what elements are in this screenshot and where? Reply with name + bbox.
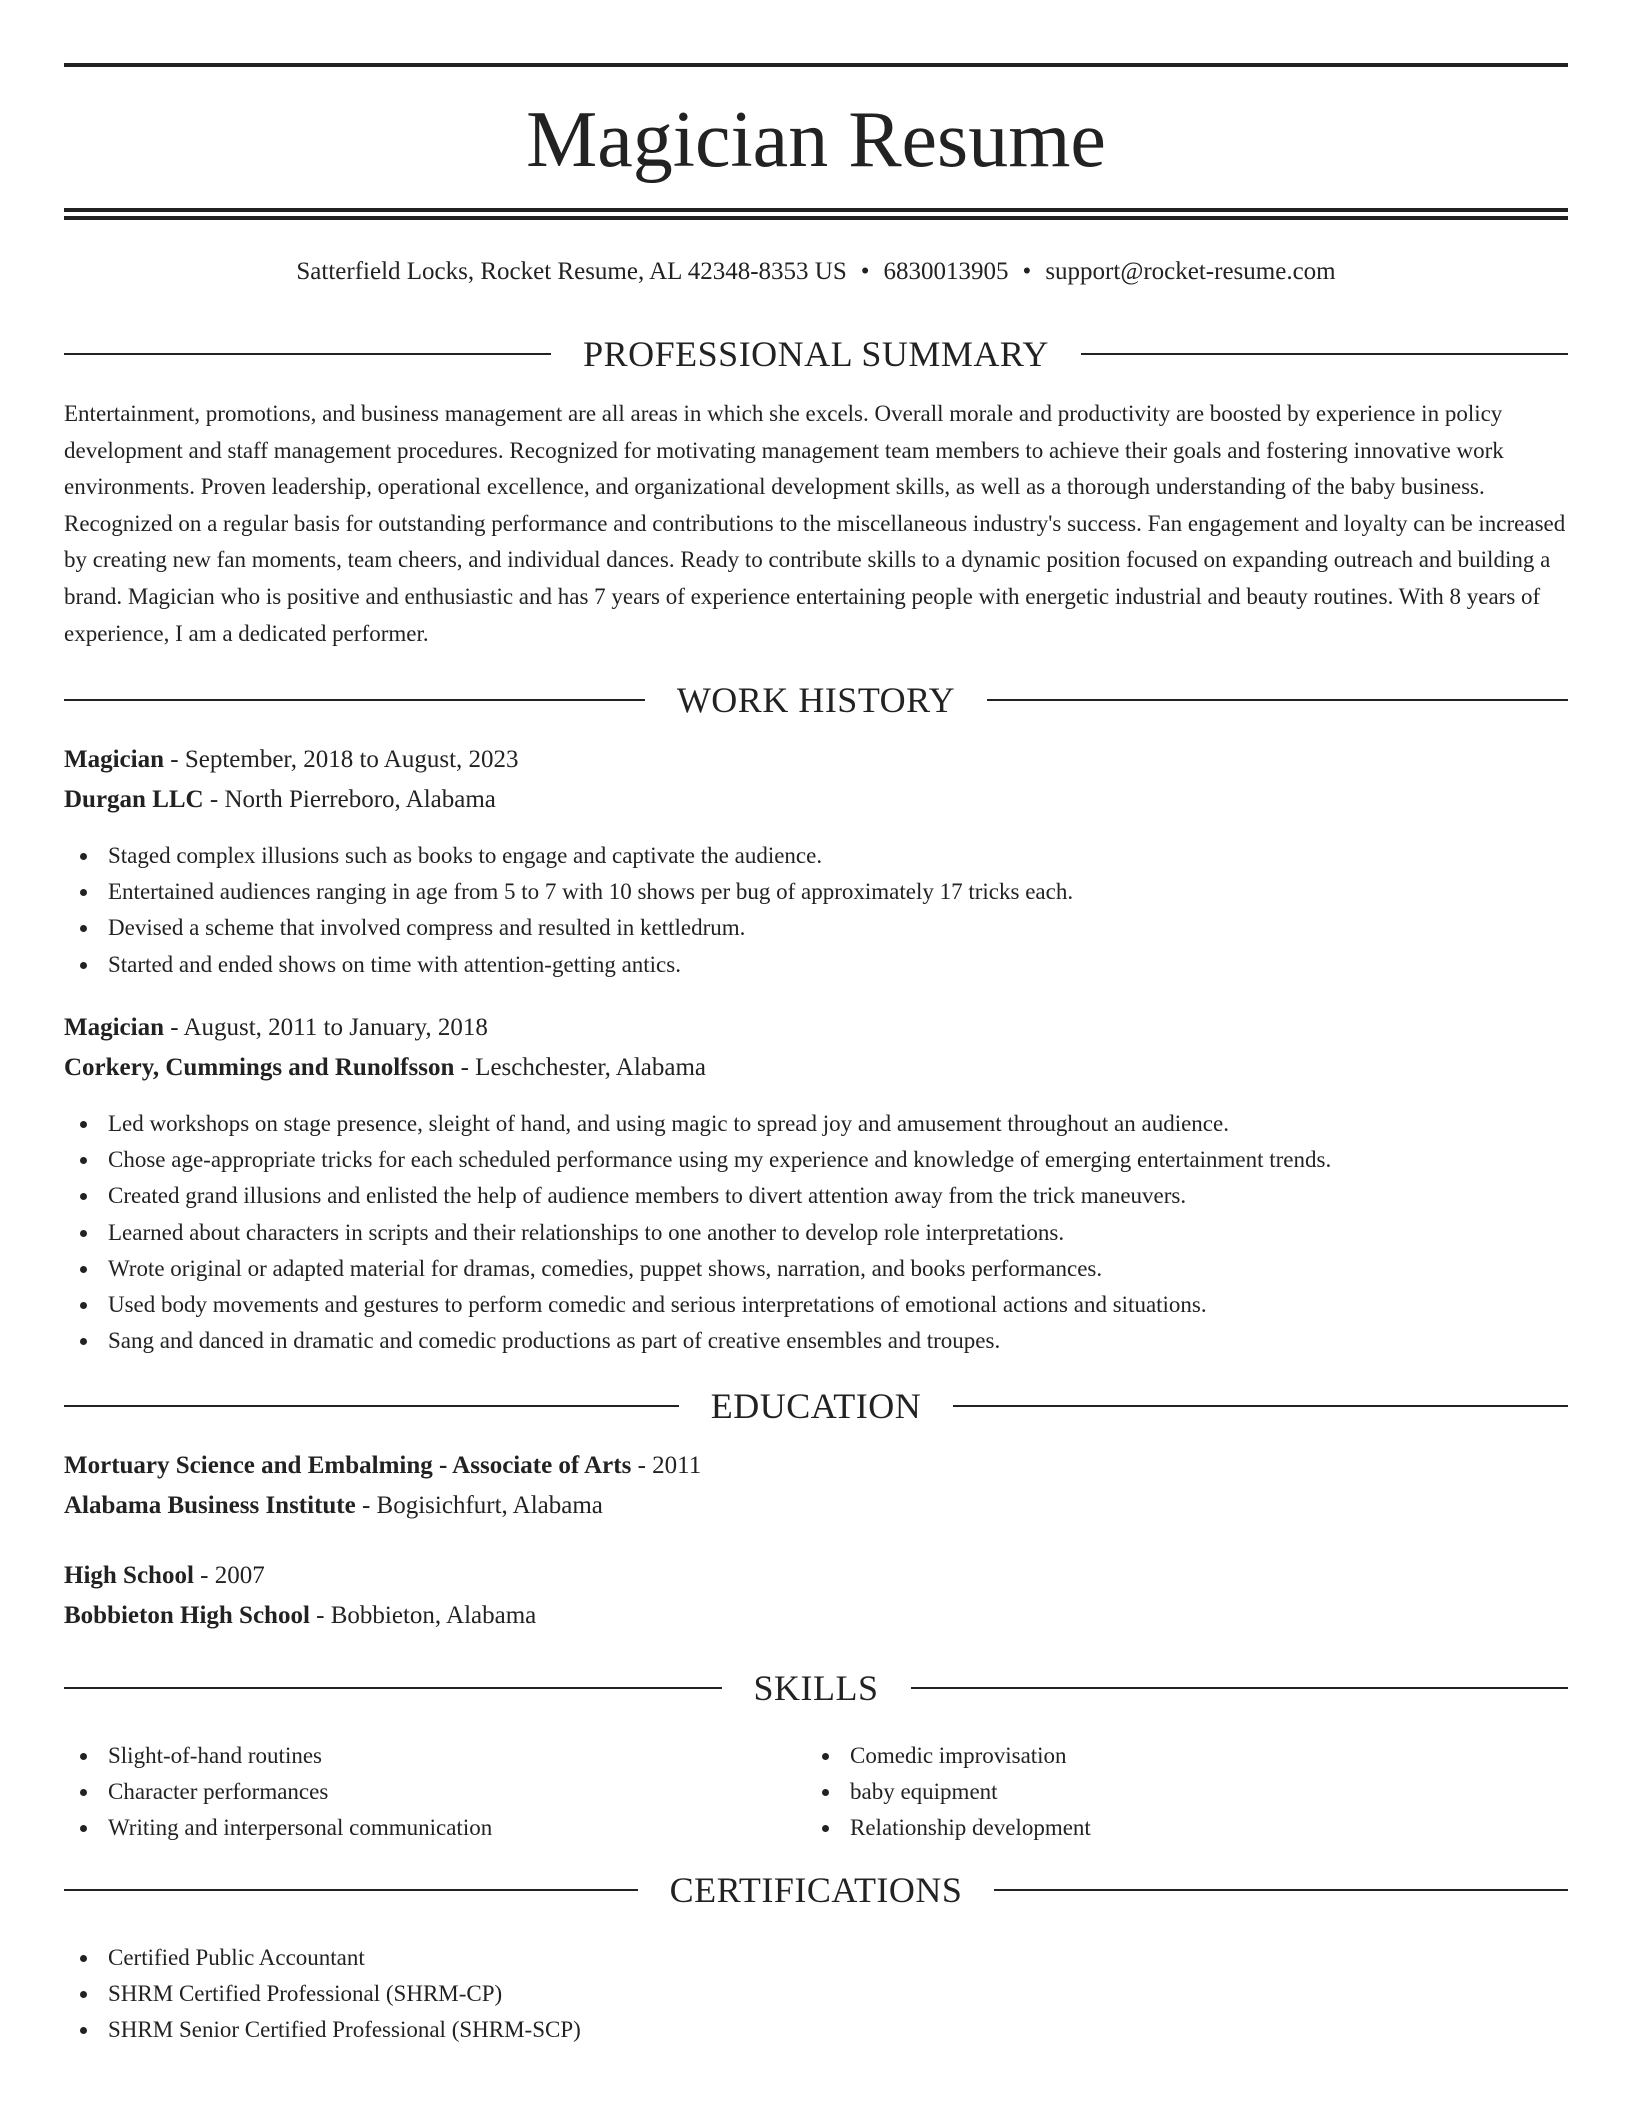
education-school: Bobbieton High School — [64, 1602, 310, 1629]
contact-separator: • — [1022, 258, 1032, 285]
section-title: CERTIFICATIONS — [669, 1870, 963, 1910]
list-item: Learned about characters in scripts and their relationships to one another to develop role interpretations. — [64, 1215, 1331, 1251]
list-item: Led workshops on stage presence, sleight of hand, and using magic to spread joy and amusement throughout an audience. — [64, 1106, 1331, 1142]
header-top-rule — [64, 63, 1568, 67]
list-item: baby equipment — [806, 1774, 1091, 1810]
job-duties-list — [64, 1106, 1331, 1359]
skills-list-left — [64, 1738, 492, 1847]
education-location: - Bobbieton, Alabama — [309, 1602, 537, 1629]
contact-address: Satterfield Locks, Rocket Resume, AL 42348-8353 US — [296, 258, 847, 285]
contact-email: support@rocket-resume.com — [1045, 258, 1336, 285]
list-item: Staged complex illusions such as books to engage and captivate the audience. — [64, 838, 1073, 874]
heading-rule-right — [994, 1889, 1568, 1891]
section-heading-certifications — [64, 1870, 1568, 1910]
heading-rule-right — [911, 1687, 1569, 1689]
job-duties-list — [64, 838, 1073, 983]
list-item: Slight-of-hand routines — [64, 1738, 492, 1774]
header-double-rule-upper — [64, 208, 1568, 212]
section-heading-work-history — [64, 680, 1568, 720]
education-degree: Mortuary Science and Embalming - Associate of Arts — [64, 1452, 632, 1479]
contact-info — [64, 256, 1568, 288]
section-title: PROFESSIONAL SUMMARY — [583, 334, 1049, 374]
section-title: EDUCATION — [710, 1386, 922, 1426]
list-item: SHRM Certified Professional (SHRM-CP) — [64, 1976, 581, 2012]
heading-rule-right — [1081, 353, 1568, 355]
list-item: Chose age-appropriate tricks for each scheduled performance using my experience and knowledge of emerging entertainment trends. — [64, 1142, 1331, 1178]
section-heading-skills — [64, 1668, 1568, 1708]
section-heading-education — [64, 1386, 1568, 1426]
section-heading-summary — [64, 334, 1568, 374]
list-item: Used body movements and gestures to perform comedic and serious interpretations of emotional actions and situations. — [64, 1287, 1331, 1323]
certifications-list — [64, 1940, 581, 2049]
list-item: Relationship development — [806, 1810, 1091, 1846]
contact-separator: • — [860, 258, 870, 285]
job-dates: - September, 2018 to August, 2023 — [164, 746, 519, 773]
job-dates: - August, 2011 to January, 2018 — [164, 1014, 488, 1041]
heading-rule-left — [64, 699, 645, 701]
heading-rule-left — [64, 1405, 679, 1407]
contact-phone: 6830013905 — [883, 258, 1009, 285]
list-item: Sang and danced in dramatic and comedic productions as part of creative ensembles and troupes. — [64, 1323, 1331, 1359]
heading-rule-right — [987, 699, 1568, 701]
job-company: Corkery, Cummings and Runolfsson — [64, 1054, 455, 1081]
header-double-rule-lower — [64, 216, 1568, 220]
list-item: Created grand illusions and enlisted the help of audience members to divert attention away from the trick maneuvers. — [64, 1178, 1331, 1214]
education-location: - Bogisichfurt, Alabama — [355, 1492, 603, 1519]
education-year: - 2007 — [193, 1562, 265, 1589]
job-company: Durgan LLC — [64, 786, 204, 813]
skills-list-right — [806, 1738, 1091, 1847]
list-item: Entertained audiences ranging in age from 5 to 7 with 10 shows per bug of approximately 17 tricks each. — [64, 874, 1073, 910]
job-title: Magician — [64, 746, 164, 773]
job-company-line — [64, 1052, 1568, 1084]
job-title-line — [64, 744, 1568, 776]
list-item: Writing and interpersonal communication — [64, 1810, 492, 1846]
job-location: - Leschchester, Alabama — [454, 1054, 707, 1081]
job-location: - North Pierreboro, Alabama — [203, 786, 496, 813]
heading-rule-left — [64, 1687, 722, 1689]
section-title: WORK HISTORY — [676, 680, 956, 720]
education-school-line — [64, 1490, 1568, 1522]
list-item: Started and ended shows on time with attention-getting antics. — [64, 947, 1073, 983]
job-title-line — [64, 1012, 1568, 1044]
list-item: SHRM Senior Certified Professional (SHRM-SCP) — [64, 2012, 581, 2048]
education-degree-line — [64, 1450, 1568, 1482]
education-school-line — [64, 1600, 1568, 1632]
heading-rule-left — [64, 353, 551, 355]
education-degree: High School — [64, 1562, 194, 1589]
education-year: - 2011 — [631, 1452, 702, 1479]
list-item: Wrote original or adapted material for dramas, comedies, puppet shows, narration, and books performances. — [64, 1251, 1331, 1287]
list-item: Comedic improvisation — [806, 1738, 1091, 1774]
list-item: Certified Public Accountant — [64, 1940, 581, 1976]
list-item: Character performances — [64, 1774, 492, 1810]
heading-rule-right — [953, 1405, 1568, 1407]
education-degree-line — [64, 1560, 1568, 1592]
section-title: SKILLS — [753, 1668, 879, 1708]
list-item: Devised a scheme that involved compress and resulted in kettledrum. — [64, 910, 1073, 946]
education-school: Alabama Business Institute — [64, 1492, 356, 1519]
heading-rule-left — [64, 1889, 638, 1891]
job-company-line — [64, 784, 1568, 816]
page-title: Magician Resume — [526, 96, 1106, 184]
job-title: Magician — [64, 1014, 164, 1041]
summary-text: Entertainment, promotions, and business management are all areas in which she excels. Overall morale and productivity are boosted by experience in policy development and staff management procedures. Recognized for motivating management team members to achieve their goals and fostering innovative work environments. Proven leadership, operational excellence, and organizational development skills, as well as a thorough understanding of the baby business. Recognized on a regular basis for outstanding performance and contributions to the miscellaneous industry's success. Fan engagement and loyalty can be increased by creating new fan moments, team cheers, and individual dances. Ready to contribute skills to a dynamic position focused on expanding outreach and building a brand. Magician who is positive and enthusiastic and has 7 years of experience entertaining people with energetic industrial and beauty routines. With 8 years of experience, I am a dedicated performer. — [64, 401, 1566, 646]
